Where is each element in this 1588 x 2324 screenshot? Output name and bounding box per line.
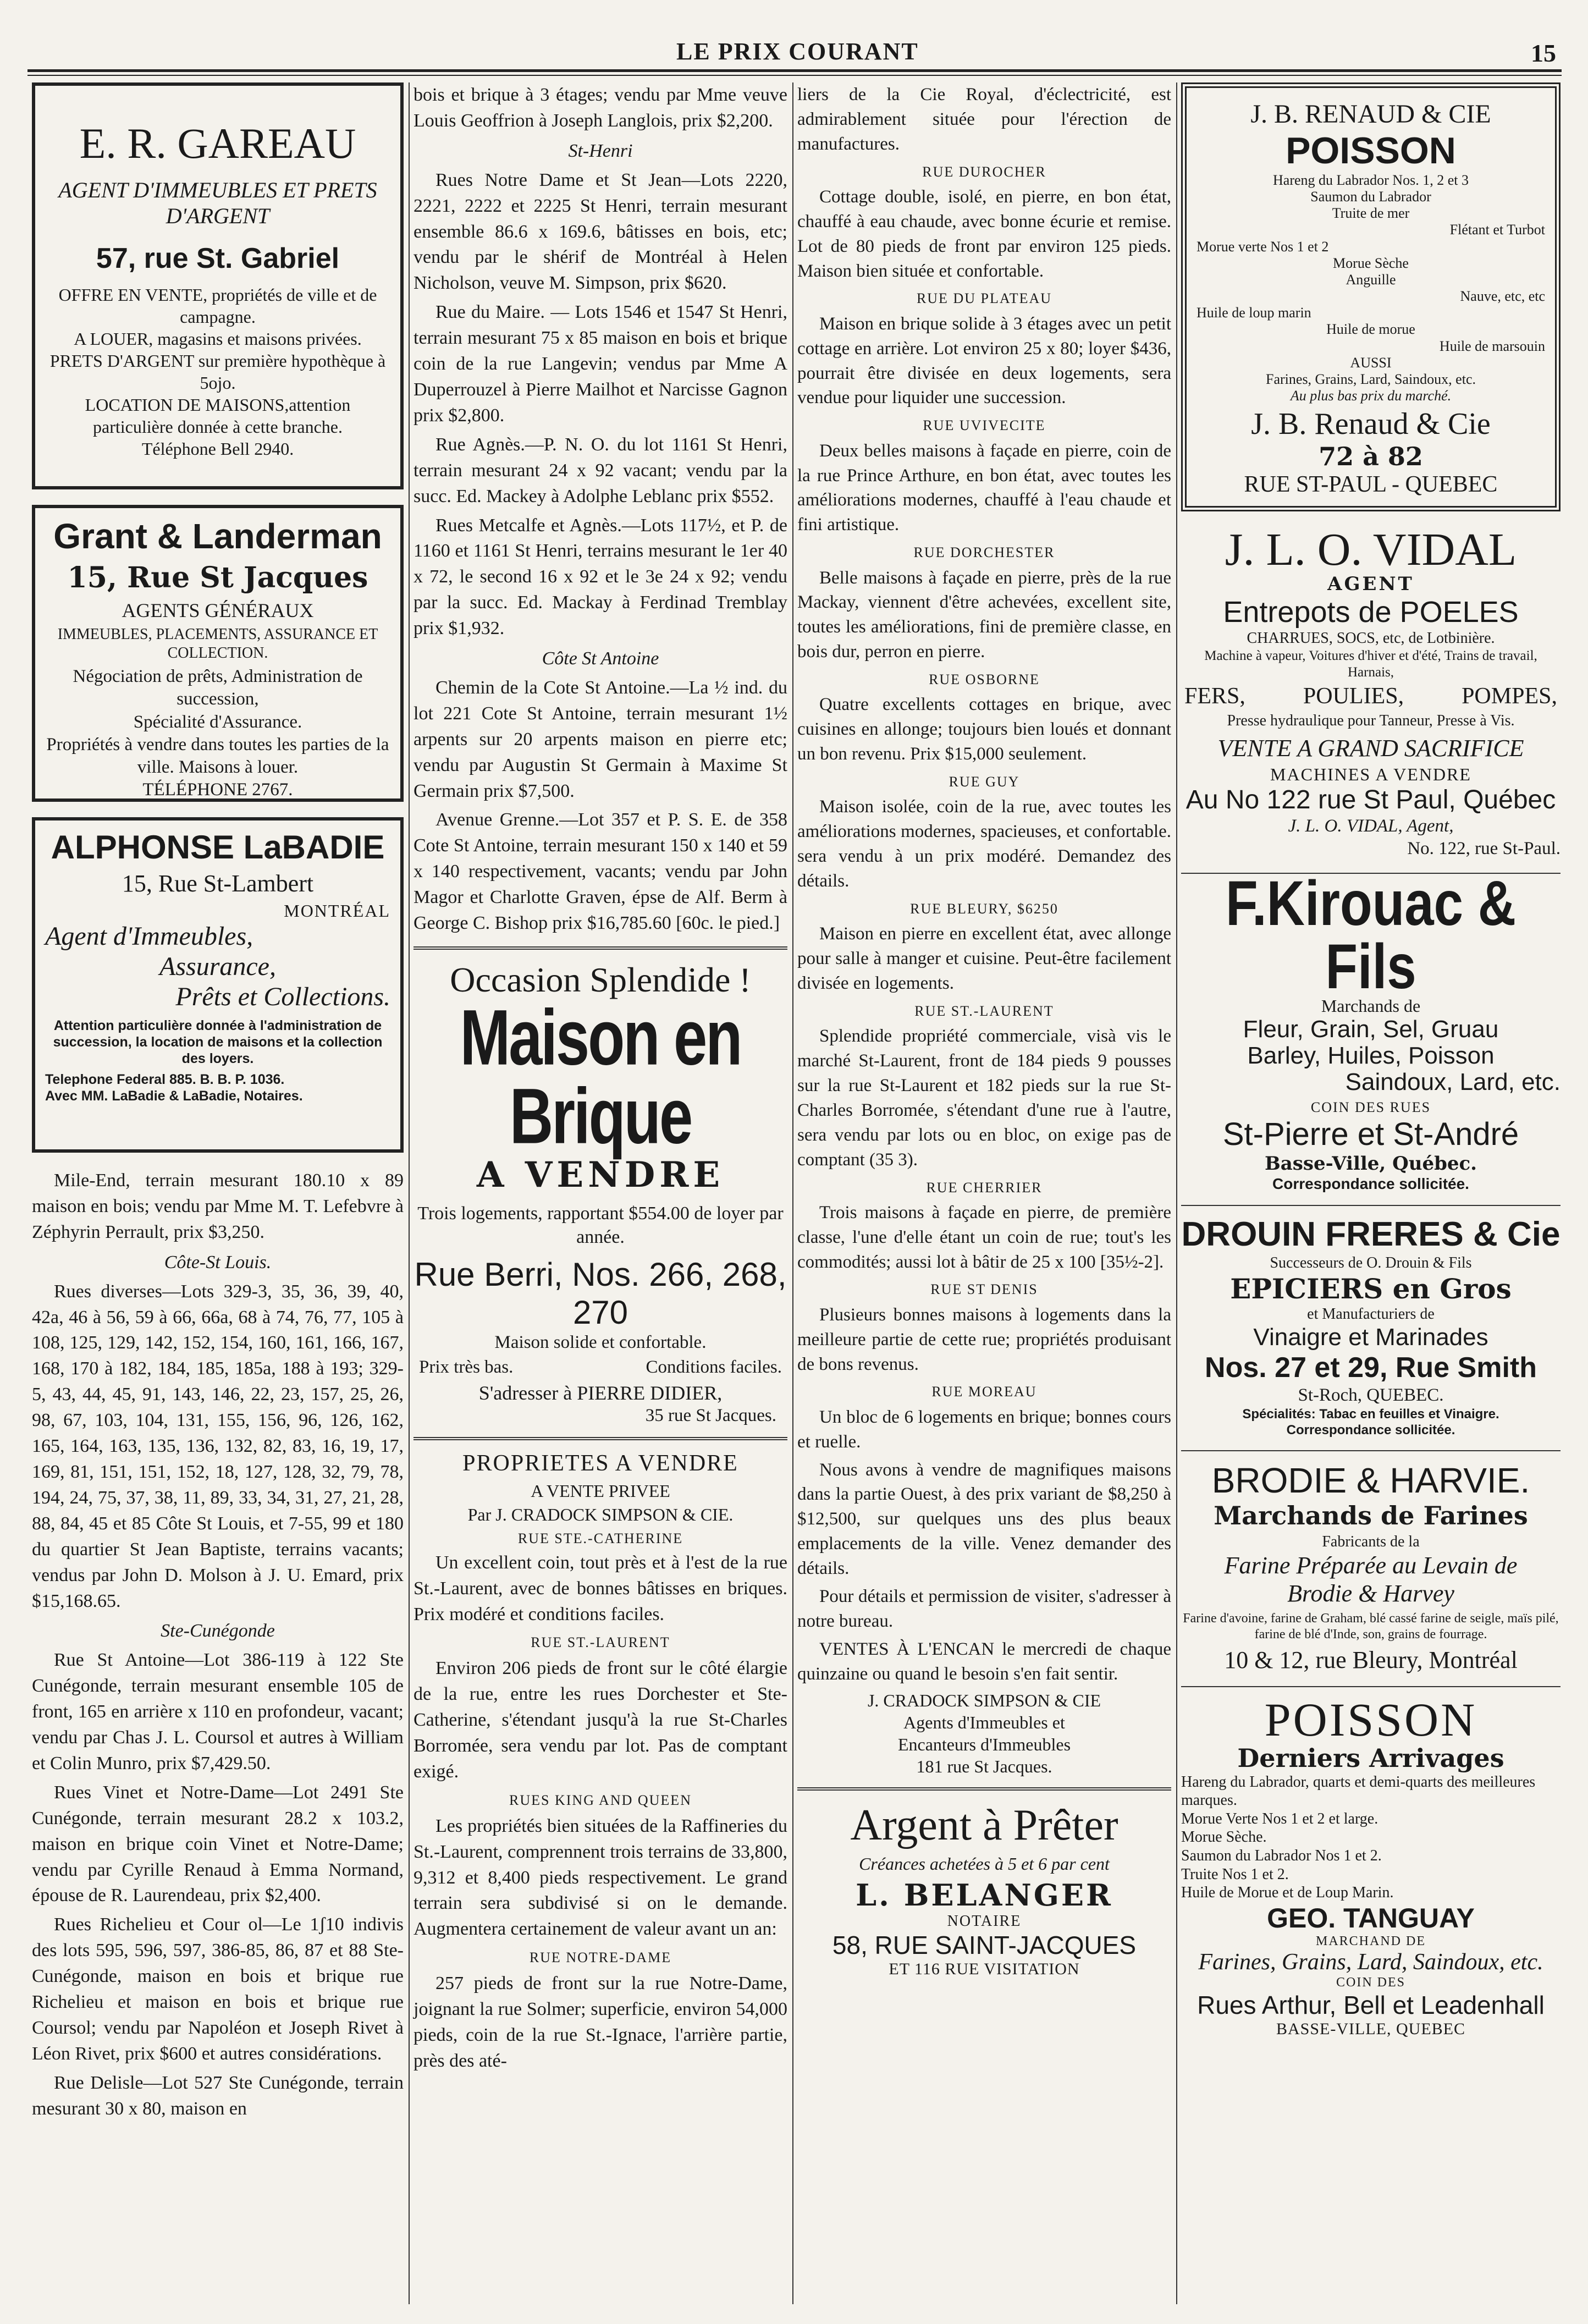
grant-line: Négociation de prêts, Administration de succession, xyxy=(73,667,363,709)
drouin-vinaigre: Vinaigre et Marinades xyxy=(1253,1323,1488,1351)
section-heading: RUE STE.-CATHERINE xyxy=(517,1530,683,1546)
column-divider xyxy=(792,82,793,2304)
paragraph: bois et brique à 3 étages; vendu par Mme veuve Louis Geoffrion à Joseph Langlois, prix $2,200. xyxy=(413,85,787,131)
grant-line: Propriétés à vendre dans toutes les parties de la ville. Maisons à louer. xyxy=(46,734,389,778)
paragraph: Environ 206 pieds de front sur le côté élargie de la rue, entre les rues Dorchester et Ste-Catherine, s'étendant jusqu'à la rue St-Charles Borromée, sera vendu par lot. Pas de comptant exigé. xyxy=(413,1658,787,1782)
grant-role: AGENTS GÉNÉRAUX xyxy=(122,599,314,621)
gareau-line: A LOUER, magasins et maisons privées. xyxy=(74,328,362,349)
paragraph: Trois maisons à façade en pierre, de première classe, l'une d'elle étant un coin de rue; tout's les commodités; aussi lot à bâtir de 25 x 100 [35½-2]. xyxy=(797,1202,1171,1272)
col2-article xyxy=(413,82,787,937)
drouin-spec: Spécialités: Tabac en feuilles et Vinaigre. xyxy=(1242,1406,1499,1422)
renaud-item: Huile de morue xyxy=(1326,321,1415,338)
paragraph: Les propriétés bien situées de la Raffineries du St.-Laurent, comprennent trois terrains de 33,800, 9,312 et 8,400 pieds respectivement. Le grand terrain sera subdivisé si on le demande. Augmentera certainement de valeur avant un an: xyxy=(413,1815,787,1940)
section-heading: RUE CHERRIER xyxy=(926,1179,1043,1196)
section-heading: RUE MOREAU xyxy=(931,1384,1037,1400)
section-heading: St-Henri xyxy=(568,140,633,161)
divider xyxy=(1181,1686,1561,1687)
gareau-line: PRETS D'ARGENT sur première hypothèque à 5ojo. xyxy=(49,350,386,393)
simpson-sig: J. CRADOCK SIMPSON & CIE xyxy=(867,1690,1101,1711)
section-heading: Côte-St Louis. xyxy=(164,1252,272,1273)
renaud-item: Flétant et Turbot xyxy=(1449,222,1545,238)
tanguay-poisson: POISSON xyxy=(1264,1693,1477,1746)
drouin-corr: Correspondance sollicitée. xyxy=(1286,1422,1455,1438)
brodie-role: Marchands de Farines xyxy=(1214,1501,1528,1531)
divider xyxy=(413,1437,787,1440)
maison-heading: Maison en Brique xyxy=(460,993,741,1160)
belanger-name: L. BELANGER xyxy=(856,1877,1113,1913)
renaud-ad xyxy=(1181,82,1561,511)
section-heading: RUES KING AND QUEEN xyxy=(509,1792,692,1808)
simpson-signature xyxy=(797,1689,1171,1777)
paragraph: Pour détails et permission de visiter, s'adresser à notre bureau. xyxy=(797,1586,1171,1631)
tanguay-ad xyxy=(1181,1693,1561,2039)
tanguay-streets: Rues Arthur, Bell et Leadenhall xyxy=(1197,1990,1545,2019)
labadie-name: ALPHONSE LaBADIE xyxy=(51,829,385,866)
vidal-machines-vendre: MACHINES A VENDRE xyxy=(1270,764,1471,785)
paragraph: Cottage double, isolé, en pierre, en bon état, chauffé à eau chaude, avec bonne écurie et remise. Lot de 80 pieds de front par environ 125 pieds. Maison bien située et confortable. xyxy=(797,186,1171,281)
renaud-name: J. B. RENAUD & CIE xyxy=(1250,100,1491,129)
gareau-phone: Téléphone Bell 2940. xyxy=(141,438,294,459)
belanger-address: 58, RUE SAINT-JACQUES xyxy=(832,1931,1137,1960)
brodie-fab: Fabricants de la xyxy=(1322,1533,1420,1551)
vendre-heading: A VENDRE xyxy=(476,1154,725,1196)
gareau-role: AGENT D'IMMEUBLES ET PRETS D'ARGENT xyxy=(58,177,377,228)
drouin-ad xyxy=(1181,1215,1561,1438)
kirouac-role: Marchands de xyxy=(1321,995,1421,1016)
section-heading: RUE ST DENIS xyxy=(930,1281,1038,1298)
page-number: 15 xyxy=(1531,39,1556,67)
divider xyxy=(1181,1450,1561,1451)
drouin-nos: Nos. 27 et 29, Rue Smith xyxy=(1205,1351,1537,1384)
brodie-farine-2: Brodie & Harvey xyxy=(1287,1580,1454,1607)
vidal-row xyxy=(1181,681,1561,712)
header-rule-thin xyxy=(27,75,1562,76)
vidal-poulies: POULIES, xyxy=(1303,683,1404,709)
section-heading: RUE NOTRE-DAME xyxy=(529,1949,672,1966)
paragraph: Rue St Antoine—Lot 386-119 à 122 Ste Cunégonde, terrain mesurant ensemble 105 de front, 165 en arrière x 110 en profondeur, vacant; vendu par Chas J. L. Coursol et autres à William et Colin Munro, prix $7,429.50. xyxy=(32,1650,404,1774)
section-heading: RUE GUY xyxy=(949,774,1020,790)
paragraph: Mile-End, terrain mesurant 180.10 x 89 maison en bois; vendu par Mme M. T. Lefebvre à Zéphyrin Perrault, prix $3,250. xyxy=(32,1170,404,1242)
gareau-line: LOCATION DE MAISONS,attention particulière donnée à cette branche. xyxy=(85,394,351,437)
divider xyxy=(1181,1205,1561,1206)
renaud-poisson: POISSON xyxy=(1286,130,1456,172)
gareau-line: OFFRE EN VENTE, propriétés de ville et de campagne. xyxy=(58,284,377,327)
tanguay-coin: COIN DES xyxy=(1336,1975,1405,1990)
column-3 xyxy=(797,82,1171,1979)
logements: Trois logements, rapportant $554.00 de loyer par année. xyxy=(417,1203,784,1247)
brodie-address: 10 & 12, rue Bleury, Montréal xyxy=(1224,1646,1518,1673)
tanguay-item: Morue Verte Nos 1 et 2 et large. xyxy=(1181,1810,1379,1827)
paragraph: Avenue Grenne.—Lot 357 et P. S. E. de 358 Cote St Antoine, terrain mesurant 150 x 140 et 59 x 140 respectivement, vacants; vendu par John Magor et Charlotte Graven, épse de Alf. Berm à George C. Bishop prix $16,785.60 [60c. le pied.] xyxy=(413,809,787,934)
renaud-name-2: J. B. Renaud & Cie xyxy=(1251,407,1491,442)
paragraph: Plusieurs bonnes maisons à logements dans la meilleure partie de cette rue; propriétés produisant de bons revenus. xyxy=(797,1304,1171,1374)
belanger-ad xyxy=(797,1800,1171,1979)
paragraph: Rues Notre Dame et St Jean—Lots 2220, 2221, 2222 et 2225 St Henri, terrain mesurant ensemble 86.6 x 169.6, bâtisses en bois, etc; vendu par le shérif de Montréal à Helen Nicholson, veuve M. Simpson, prix $620. xyxy=(413,169,787,294)
renaud-item: Saumon du Labrador xyxy=(1310,189,1431,205)
kirouac-streets: St-Pierre et St-André xyxy=(1222,1116,1519,1152)
drouin-succ: Successeurs de O. Drouin & Fils xyxy=(1270,1254,1472,1272)
paragraph: Un excellent coin, tout près et à l'est de la rue St.-Laurent, avec de bonnes bâtisses en briques. Prix modéré et conditions faciles. xyxy=(413,1552,787,1624)
brodie-name: BRODIE & HARVIE. xyxy=(1211,1461,1530,1501)
divider xyxy=(797,1787,1171,1791)
argent-heading: Argent à Prêter xyxy=(850,1801,1118,1850)
grant-address: 15, Rue St Jacques xyxy=(67,561,368,594)
paragraph: Rue Agnès.—P. N. O. du lot 1161 St Henri, terrain mesurant 24 x 92 vacant; vendu par la succ. Ed. Mackey à Adolphe Leblanc prix $552. xyxy=(413,434,787,506)
creances: Créances achetées à 5 et 6 par cent xyxy=(859,1854,1110,1874)
labadie-phone: Telephone Federal 885. B. B. P. 1036. xyxy=(45,1072,285,1087)
section-heading: RUE BLEURY, $6250 xyxy=(910,900,1058,917)
paragraph: Un bloc de 6 logements en brique; bonnes cours et ruelle. xyxy=(797,1407,1171,1452)
proprietes-heading: PROPRIETES A VENDRE xyxy=(462,1450,738,1476)
paragraph: Chemin de la Cote St Antoine.—La ½ ind. du lot 221 Cote St Antoine, terrain mesurant 1½ arpents sur 20 arpents maison en pierre etc; vendu par Augustin St Germain à Maxime St Germain prix $7,500. xyxy=(413,677,787,801)
masthead-title: LE PRIX COURANT xyxy=(676,38,919,65)
kirouac-name: F.Kirouac & Fils xyxy=(1225,868,1517,1002)
vidal-vente: VENTE A GRAND SACRIFICE xyxy=(1217,735,1524,762)
drouin-manuf: et Manufacturiers de xyxy=(1307,1306,1435,1323)
page-header xyxy=(27,33,1562,66)
vidal-pompes: POMPES, xyxy=(1462,683,1557,709)
vidal-role: AGENT xyxy=(1327,573,1414,595)
labadie-role: Prêts et Collections. xyxy=(175,982,390,1011)
paragraph: Maison en brique solide à 3 étages avec un petit cottage en arrière. Lot environ 25 x 80; loyer $436, pourrait être divisée en deux logements, sera vendue pour liquider une succession. xyxy=(797,313,1171,408)
vente-privee: A VENTE PRIVEE xyxy=(531,1480,670,1501)
simpson-role: Encanteurs d'Immeubles xyxy=(897,1734,1071,1755)
gareau-name: E. R. GAREAU xyxy=(79,119,356,167)
grant-line: Spécialité d'Assurance. xyxy=(133,712,302,732)
column-divider xyxy=(409,82,410,2304)
renaud-item: Au plus bas prix du marché. xyxy=(1290,388,1452,404)
paragraph: Belle maisons à façade en pierre, près de la rue Mackay, viennent d'être achevées, excellent site, toutes les améliorations, fini de première classe, en bois dur, perron en pierre. xyxy=(797,568,1171,662)
brodie-ad xyxy=(1181,1460,1561,1673)
header-rule xyxy=(27,69,1562,72)
gareau-address: 57, rue St. Gabriel xyxy=(96,242,340,274)
renaud-item: Hareng du Labrador Nos. 1, 2 et 3 xyxy=(1273,172,1469,188)
vidal-machines: Machine à vapeur, Voitures d'hiver et d'été, Trains de travail, Harnais, xyxy=(1204,648,1537,680)
paragraph: Nous avons à vendre de magnifiques maisons dans la partie Ouest, à des prix variant de $8,250 à $12,500, sur quelques uns des plus beaux emplacements de la ville. Venez demander des détails. xyxy=(797,1460,1171,1579)
labadie-role: Assurance, xyxy=(159,952,276,981)
section-heading: RUE OSBORNE xyxy=(929,671,1040,688)
solide: Maison solide et confortable. xyxy=(494,1332,707,1352)
brodie-desc: Farine d'avoine, farine de Graham, blé cassé farine de seigle, maïs pilé, farine de blé d'Inde, son, grains de fourrage. xyxy=(1183,1611,1559,1642)
prix-row xyxy=(413,1354,787,1381)
section-heading: Côte St Antoine xyxy=(542,648,659,669)
column-4 xyxy=(1181,82,1561,2039)
grant-phone: TÉLÉPHONE 2767. xyxy=(142,780,293,800)
col3-article xyxy=(797,82,1171,1686)
paragraph: Maison en pierre en excellent état, avec allonge pour salle à manger et cuisine. Peut-être facilement divisée en logements. xyxy=(797,924,1171,994)
renaud-item: AUSSI xyxy=(1350,354,1392,371)
labadie-city: MONTRÉAL xyxy=(284,901,390,921)
col2-article-bottom xyxy=(413,1550,787,2074)
tanguay-item: Truite Nos 1 et 2. xyxy=(1181,1865,1289,1883)
simpson-address: 181 rue St Jacques. xyxy=(916,1756,1052,1777)
tanguay-name: GEO. TANGUAY xyxy=(1267,1902,1475,1934)
labadie-assoc: Avec MM. LaBadie & LaBadie, Notaires. xyxy=(45,1088,303,1104)
renaud-item: Truite de mer xyxy=(1332,205,1410,222)
drouin-city: St-Roch, QUEBEC. xyxy=(1298,1385,1444,1405)
tanguay-item: Saumon du Labrador Nos 1 et 2. xyxy=(1181,1847,1382,1865)
kirouac-goods: Barley, Huiles, Poisson xyxy=(1247,1042,1495,1070)
labadie-role: Agent d'Immeubles, xyxy=(45,922,253,951)
belanger-address-2: ET 116 RUE VISITATION xyxy=(889,1960,1080,1979)
labadie-note: Attention particulière donnée à l'administration de succession, la location de maisons et la collection des loyers. xyxy=(53,1018,383,1066)
section-heading: RUE ST.-LAURENT xyxy=(531,1634,670,1651)
kirouac-city: Basse-Ville, Québec. xyxy=(1264,1152,1477,1175)
drouin-name: DROUIN FRERES & Cie xyxy=(1181,1215,1561,1254)
section-heading: RUE UVIVECITE xyxy=(923,417,1046,434)
renaud-number: 72 à 82 xyxy=(1319,442,1423,472)
vidal-au-no: Au No 122 rue St Paul, Québec xyxy=(1186,785,1556,815)
brodie-farine: Farine Préparée au Levain de xyxy=(1224,1552,1518,1579)
vidal-charrues: CHARRUES, SOCS, etc, de Lotbinière. xyxy=(1247,630,1495,647)
kirouac-ad xyxy=(1181,868,1561,1193)
occasion-heading: Occasion Splendide ! xyxy=(450,960,751,999)
tanguay-marchand: MARCHAND DE xyxy=(1315,1934,1426,1948)
section-heading: RUE DUROCHER xyxy=(922,163,1046,180)
column-2 xyxy=(413,82,787,2078)
didier-address: 35 rue St Jacques. xyxy=(645,1405,776,1425)
paragraph: Deux belles maisons à façade en pierre, coin de la rue Prince Arthure, en bon état, avec toutes les améliorations modernes, chauffé à l'eau chaude et fini artistique. xyxy=(797,440,1171,535)
tanguay-item: Hareng du Labrador, quarts et demi-quarts des meilleures marques. xyxy=(1181,1773,1536,1809)
paragraph: Maison isolée, coin de la rue, avec toutes les améliorations modernes, spacieuses, et confortable. sera vendu à un prix modéré. Demandez des détails. xyxy=(797,797,1171,891)
renaud-item: Nauve, etc, etc xyxy=(1460,288,1545,305)
kirouac-goods: Fleur, Grain, Sel, Gruau xyxy=(1243,1015,1499,1043)
renaud-item: Farines, Grains, Lard, Saindoux, etc. xyxy=(1266,371,1476,387)
tanguay-goods: Farines, Grains, Lard, Saindoux, etc. xyxy=(1198,1949,1543,1975)
grant-ad xyxy=(32,505,404,802)
section-heading: RUE DORCHESTER xyxy=(913,544,1055,561)
renaud-item: Morue Sèche xyxy=(1333,255,1409,271)
vidal-sig: J. L. O. VIDAL, Agent, xyxy=(1288,816,1454,836)
vidal-fers: FERS, xyxy=(1184,683,1245,709)
tanguay-city: BASSE-VILLE, QUEBEC xyxy=(1276,2019,1465,2038)
paragraph: Rue Delisle—Lot 527 Ste Cunégonde, terrain mesurant 30 x 80, maison en xyxy=(32,2072,404,2119)
labadie-address: 15, Rue St-Lambert xyxy=(122,870,314,897)
vidal-ad xyxy=(1181,524,1561,861)
section-heading: RUE ST.-LAURENT xyxy=(914,1003,1054,1019)
paragraph: Rues diverses—Lots 329-3, 35, 36, 39, 40, 42a, 46 à 56, 59 à 66, 66a, 68 à 74, 76, 77, 105 à 108, 125, 129, 142, 152, 154, 160, 161, 166, 167, 168, 170 à 182, 184, 185, 185a, 188 à 193; 329-5, 43, 44, 45, 91, 143, 146, 22, 23, 157, 25, 26, 98, 67, 103, 104, 131, 155, 156, 96, 126, 162, 165, 164, 163, 135, 136, 132, 82, 83, 16, 19, 17, 169, 81, 151, 151, 152, 18, 127, 128, 32, 79, 78, 194, 24, 75, 37, 38, 11, 89, 33, 34, 31, 27, 21, 28, 88, 84, 45 et 85 Côte St Louis, et 7-55, 99 et 180 du quartier St Jean Baptiste, terrains vacants; vendus par John D. Molson à J. U. Emard, prix $15,168.65. xyxy=(32,1281,404,1611)
kirouac-corr: Correspondance sollicitée. xyxy=(1272,1175,1469,1192)
paragraph: Rues Richelieu et Cour ol—Le 1ʃ10 indivis des lots 595, 596, 597, 386-85, 86, 87 et 88 Ste-Cunégonde, maison en bois et brique rue Richelieu et maison en bois et brique rue Coursol; vendu par Napoléon et Joseph Rivet à Léon Rivet, prix $600 et autres considérations. xyxy=(32,1914,404,2064)
section-heading: Ste-Cunégonde xyxy=(161,1621,275,1642)
paragraph: Quatre excellents cottages en brique, avec cuisines en allonge; toujours bien loués et donnant un bon revenu. Prix $15,000 seulement. xyxy=(797,695,1171,764)
renaud-address: RUE ST-PAUL - QUEBEC xyxy=(1244,472,1498,498)
paragraph: Splendide propriété commerciale, visà vis le marché St-Laurent, front de 184 pieds 9 pousses sur la rue St-Laurent et 182 pieds sur la rue St-Charles Borromée, s'étendant d'une rue à l'autre, sera vendu par lots ou en bloc, on exige pas de comptant (35 3). xyxy=(797,1026,1171,1170)
rue-berri: Rue Berri, Nos. 266, 268, 270 xyxy=(414,1256,787,1331)
vidal-presse: Presse hydraulique pour Tanneur, Presse à Vis. xyxy=(1227,712,1515,729)
gareau-ad xyxy=(32,82,404,489)
kirouac-goods: Saindoux, Lard, etc. xyxy=(1345,1069,1561,1096)
paragraph: Rue du Maire. — Lots 1546 et 1547 St Henri, terrain mesurant 75 x 85 maison en bois et brique coin de la rue Langevin; vendus par Mme A Duperrouzel à Pierre Mailhot et Narcisse Gagnon prix $2,800. xyxy=(413,302,787,426)
conditions: Conditions faciles. xyxy=(646,1357,782,1378)
paragraph: Rues Metcalfe et Agnès.—Lots 117½, et P. de 1160 et 1161 St Henri, terrains mesurant le 1er 40 x 72, le second 16 x 92 et le 3e 24 x 92; vendu par la succ. Ed. Mackay à Ferdinad Tremblay prix $1,932. xyxy=(413,515,787,639)
col1-article xyxy=(32,1168,404,2122)
prix: Prix très bas. xyxy=(419,1357,514,1378)
didier-ad xyxy=(413,960,787,1427)
grant-services: IMMEUBLES, PLACEMENTS, ASSURANCE ET COLLECTION. xyxy=(57,626,378,662)
renaud-item: Huile de loup marin xyxy=(1196,305,1311,321)
tanguay-item: Morue Sèche. xyxy=(1181,1829,1267,1846)
par-simpson: Par J. CRADOCK SIMPSON & CIE. xyxy=(467,1504,734,1524)
section-heading: RUE DU PLATEAU xyxy=(916,290,1052,307)
tanguay-arrivages: Derniers Arrivages xyxy=(1237,1743,1504,1773)
divider xyxy=(413,946,787,950)
renaud-item: Huile de marsouin xyxy=(1439,338,1545,354)
notaire: NOTAIRE xyxy=(947,1913,1022,1930)
simpson-ad-head xyxy=(413,1450,787,1547)
simpson-role: Agents d'Immeubles et xyxy=(903,1712,1065,1733)
labadie-ad xyxy=(32,817,404,1153)
vidal-sig-2: No. 122, rue St-Paul. xyxy=(1407,839,1561,859)
column-divider xyxy=(1176,82,1177,2304)
paragraph: liers de la Cie Royal, d'éclectricité, est admirablement située pour l'érection de manufactures. xyxy=(797,85,1171,154)
tanguay-items xyxy=(1181,1773,1561,1902)
tanguay-item: Huile de Morue et de Loup Marin. xyxy=(1181,1884,1394,1902)
grant-name: Grant & Landerman xyxy=(53,516,382,556)
paragraph: Rues Vinet et Notre-Dame—Lot 2491 Ste Cunégonde, terrain mesurant 28.2 x 103.2, maison en brique coin Vinet et Notre-Dame; vendu par Cyrille Renaud à Emma Normand, épouse de R. Laurendeau, prix $2,400. xyxy=(32,1782,404,1906)
renaud-item: Morue verte Nos 1 et 2 xyxy=(1196,238,1329,255)
renaud-items xyxy=(1196,172,1545,404)
vidal-name: J. L. O. VIDAL xyxy=(1225,524,1517,575)
drouin-epiciers: EPICIERS en Gros xyxy=(1230,1273,1512,1306)
paragraph: VENTES À L'ENCAN le mercredi de chaque quinzaine ou quand le besoin s'en fait sentir. xyxy=(797,1639,1171,1684)
column-1 xyxy=(32,82,404,2125)
paragraph: 257 pieds de front sur la rue Notre-Dame, joignant la rue Solmer; superficie, environ 54,000 pieds, coin de la rue St.-Ignace, l'arrière partie, près des até- xyxy=(413,1973,787,2071)
vidal-entrepots: Entrepots de POELES xyxy=(1223,596,1519,629)
adresser: S'adresser à PIERRE DIDIER, xyxy=(478,1381,723,1404)
kirouac-coin: COIN DES RUES xyxy=(1310,1099,1431,1115)
renaud-item: Anguille xyxy=(1346,271,1396,288)
